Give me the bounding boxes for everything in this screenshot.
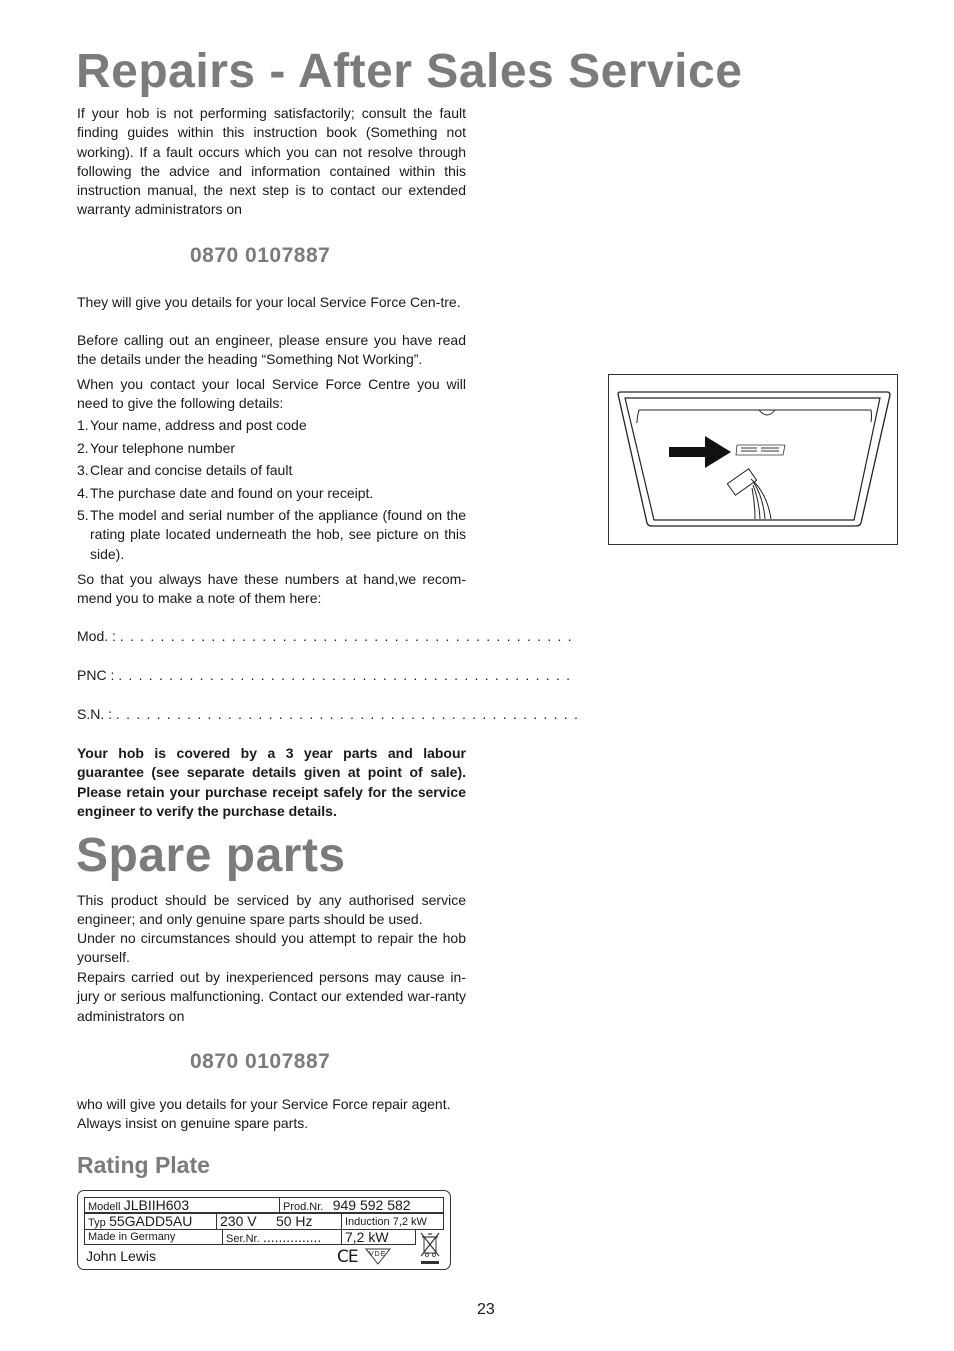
plate-type-label: Typ [88, 1217, 106, 1229]
list-text: The model and serial number of the appliance (found on the rating plate located underneath the hob, see picture on this side). [90, 507, 466, 562]
plate-prodnr-label: Prod.Nr. [283, 1201, 324, 1213]
plate-serial-value: ............... [262, 1229, 322, 1245]
plate-made-cell: Made in Germany [84, 1229, 223, 1245]
plate-model-value: JLBIIH603 [123, 1197, 190, 1213]
page-title: Repairs - After Sales Service [76, 45, 743, 98]
plate-frequency: 50 Hz [275, 1213, 313, 1229]
plate-type-value: 55GADD5AU [109, 1213, 193, 1229]
spare-paragraph-4: who will give you details for your Service Force repair agent. [77, 1096, 451, 1112]
list-number: 4. [77, 485, 89, 501]
list-item [77, 506, 466, 564]
list-number: 1. [77, 417, 89, 433]
field-label: PNC : [77, 667, 115, 683]
list-text: The purchase date and found on your receipt. [90, 485, 374, 501]
list-text: Your name, address and post code [90, 417, 307, 433]
spare-paragraph-3: Repairs carried out by inexperienced persons may cause in-jury or serious malfunctioning. Contact our extended war-ranty administrators on [77, 969, 466, 1024]
hob-underside-figure [608, 374, 898, 545]
service-paragraph: They will give you details for your local Service Force Cen-tre. [77, 294, 461, 310]
model-field [77, 628, 573, 644]
vde-mark-text: VDE [369, 1251, 387, 1258]
phone-number: 0870 0107887 [190, 244, 331, 267]
field-dots: . . . . . . . . . . . . . . . . . . . . . . . . . . . . . . . . . . . . . . . . . . . . . [119, 628, 573, 644]
field-label: S.N. : [77, 706, 113, 722]
field-dots: . . . . . . . . . . . . . . . . . . . . . . . . . . . . . . . . . . . . . . . . . . . . . [118, 667, 572, 683]
list-text: Clear and concise details of fault [90, 462, 293, 478]
list-item [77, 416, 466, 435]
list-item [77, 484, 466, 503]
plate-power-cell [341, 1229, 416, 1245]
plate-prodnr-value: 949 592 582 [332, 1197, 411, 1213]
plate-voltage-cell [216, 1213, 342, 1230]
plate-serial-cell [222, 1229, 342, 1245]
guarantee-paragraph: Your hob is covered by a 3 year parts and labour guarantee (see separate details given at point of sale). Please retain your purchase receipt safely for the service engineer to verify the purchase details. [77, 745, 466, 819]
field-dots: . . . . . . . . . . . . . . . . . . . . . . . . . . . . . . . . . . . . . . . . . . . . . . [115, 706, 580, 722]
note-paragraph: So that you always have these numbers at hand,we recom-mend you to make a note of them here: [77, 571, 466, 607]
plate-induction-cell: Induction 7,2 kW [341, 1213, 444, 1230]
plate-voltage: 230 V [220, 1213, 257, 1229]
spare-parts-title: Spare parts [76, 829, 346, 882]
plate-prodnr-cell [279, 1197, 444, 1213]
list-number: 2. [77, 440, 89, 456]
page-number: 23 [477, 1301, 495, 1318]
hob-underside-drawing [609, 375, 897, 544]
ce-mark-icon: CE [337, 1247, 358, 1267]
list-number: 5. [77, 507, 89, 523]
spare-paragraph-1: This product should be serviced by any authorised service engineer; and only genuine spare parts should be used. [77, 892, 466, 928]
list-item [77, 461, 466, 480]
intro-paragraph: If your hob is not performing satisfactorily; consult the fault finding guides within this instruction book (Something not working). If a fault occurs which you can not resolve through following the advice and information contained within this instruction manual, the next step is to contact our extended warranty administrators on [77, 105, 466, 218]
label-icon [736, 445, 785, 455]
plate-power: 7,2 kW [345, 1229, 389, 1245]
spare-paragraph-2: Under no circumstances should you attempt to repair the hob yourself. [77, 930, 466, 966]
field-label: Mod. : [77, 628, 116, 644]
plate-model-label: Modell [88, 1201, 121, 1213]
plate-model-cell [84, 1197, 280, 1213]
rating-plate [77, 1190, 451, 1270]
spare-paragraph-5: Always insist on genuine spare parts. [77, 1115, 309, 1131]
list-number: 3. [77, 462, 89, 478]
pnc-field [77, 667, 572, 683]
rating-plate-title: Rating Plate [77, 1152, 210, 1178]
plate-brand: John Lewis [86, 1248, 157, 1264]
serial-field [77, 706, 580, 722]
plate-serial-label: Ser.Nr. [226, 1233, 260, 1245]
before-calling-paragraph: Before calling out an engineer, please ensure you have read the details under the heading “Something Not Working”. [77, 332, 466, 368]
phone-number-2: 0870 0107887 [190, 1050, 331, 1073]
list-text: Your telephone number [90, 440, 236, 456]
list-item [77, 439, 466, 458]
details-intro-paragraph: When you contact your local Service Force Centre you will need to give the following details: [77, 376, 466, 412]
crossed-bin-icon [418, 1231, 442, 1267]
plate-type-cell [84, 1213, 217, 1230]
